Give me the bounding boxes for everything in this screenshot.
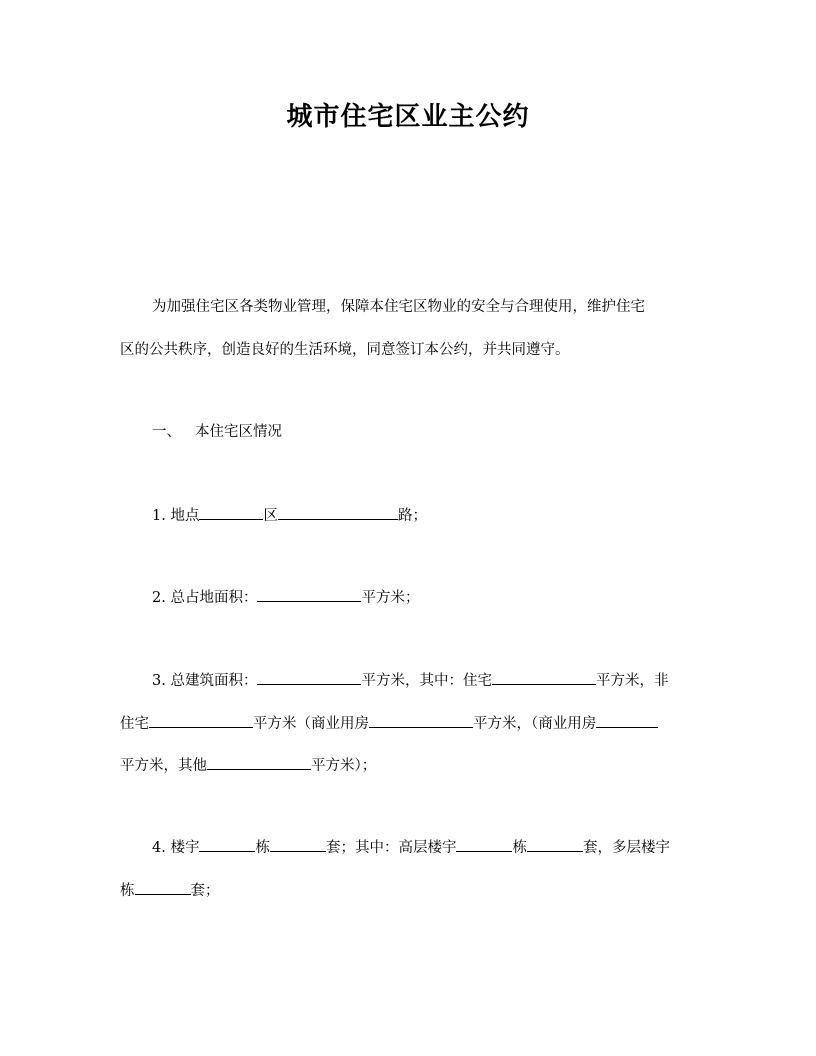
item-2-land-area <box>152 587 419 608</box>
residential-area-blank[interactable] <box>492 670 596 685</box>
item-3-text-b: 平方米，非 <box>595 673 669 689</box>
item-3-line-1 <box>152 670 668 691</box>
item-1-location <box>152 505 427 526</box>
item-1-district-label: 区 <box>263 508 278 524</box>
section-1-heading <box>152 422 282 442</box>
item-3-text-e: 平方米，（商业用房 <box>473 716 597 732</box>
item-4-text-e: 栋 <box>120 883 135 899</box>
item-3-text-a: 平方米，其中：住宅 <box>361 673 492 689</box>
units-count-blank[interactable] <box>270 837 326 852</box>
commercial-area-blank-1[interactable] <box>369 713 473 728</box>
item-4-text-f: 套； <box>190 883 220 899</box>
item-4-text-a: 栋 <box>255 840 270 856</box>
item-3-line-3 <box>120 755 376 776</box>
item-1-suffix: 路； <box>397 508 427 524</box>
buildings-count-blank[interactable] <box>199 837 255 852</box>
item-4-line-2 <box>120 880 220 901</box>
item-1-prefix: 1. 地点 <box>152 508 200 524</box>
item-4-prefix: 4. 楼宇 <box>152 840 200 856</box>
district-blank[interactable] <box>199 505 263 520</box>
commercial-area-blank-2[interactable] <box>596 713 658 728</box>
multistory-units-blank[interactable] <box>135 880 191 895</box>
section-1-title: 本住宅区情况 <box>195 424 282 440</box>
non-residential-area-blank[interactable] <box>149 713 253 728</box>
item-3-text-c: 住宅 <box>120 716 149 732</box>
highrise-units-blank[interactable] <box>527 837 583 852</box>
item-2-suffix: 平方米； <box>361 590 420 606</box>
intro-paragraph-line-2: 区的公共秩序，创造良好的生活环境，同意签订本公约，并共同遵守。 <box>120 342 570 358</box>
other-area-blank[interactable] <box>207 755 311 770</box>
item-4-text-d: 套，多层楼宇 <box>582 840 670 856</box>
item-3-text-d: 平方米（商业用房 <box>253 716 369 732</box>
intro-paragraph-line-1: 为加强住宅区各类物业管理，保障本住宅区物业的安全与合理使用，维护住宅 <box>152 299 645 315</box>
item-3-text-f: 平方米，其他 <box>120 758 207 774</box>
section-1-number: 一、 <box>152 424 181 440</box>
item-4-text-c: 栋 <box>512 840 527 856</box>
land-area-blank[interactable] <box>257 587 361 602</box>
item-3-prefix: 3. 总建筑面积： <box>152 673 258 689</box>
item-2-prefix: 2. 总占地面积： <box>152 590 258 606</box>
document-title: 城市住宅区业主公约 <box>286 102 530 132</box>
building-area-blank[interactable] <box>257 670 361 685</box>
item-4-line-1 <box>152 837 670 858</box>
item-4-text-b: 套；其中：高层楼宇 <box>325 840 457 856</box>
road-blank[interactable] <box>278 505 398 520</box>
item-3-line-2 <box>120 713 658 734</box>
highrise-buildings-blank[interactable] <box>456 837 512 852</box>
item-3-text-g: 平方米）； <box>311 758 377 774</box>
